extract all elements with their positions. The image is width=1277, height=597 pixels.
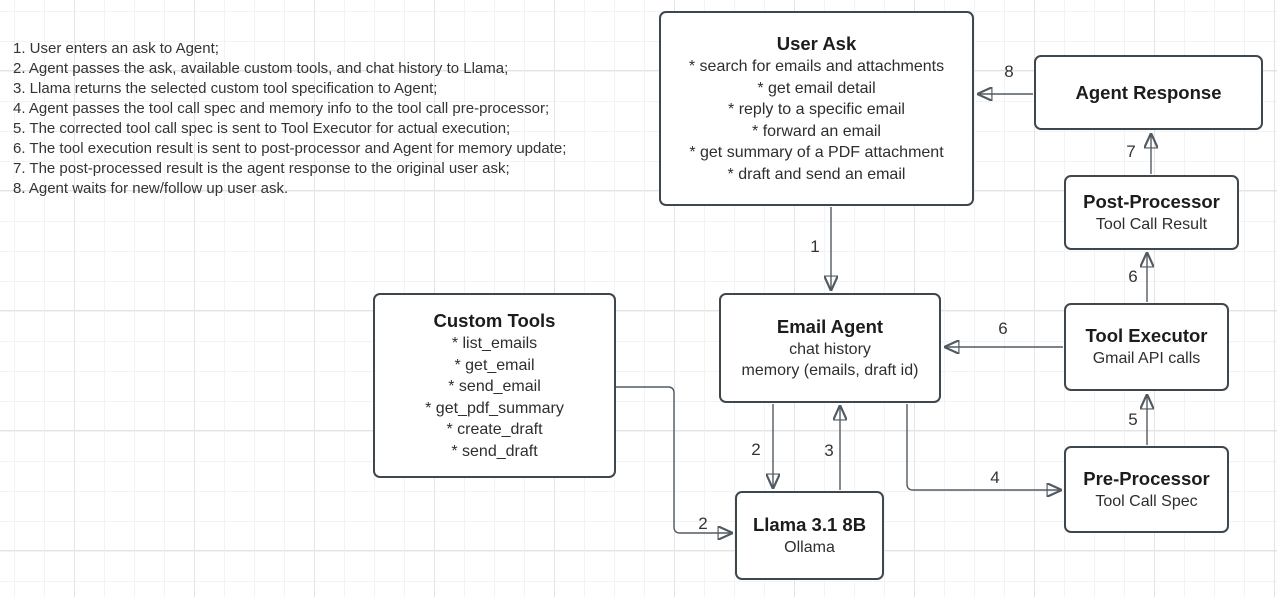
node-user-ask[interactable]	[659, 11, 974, 206]
user-ask-item: * get summary of a PDF attachment	[689, 144, 944, 161]
custom-tool-item: * send_draft	[451, 442, 538, 460]
step-line-4: 4. Agent passes the tool call spec and memory info to the tool call pre-processor;	[13, 100, 550, 117]
node-agent-response[interactable]	[1034, 55, 1263, 130]
node-title: Custom Tools	[433, 310, 556, 331]
node-title: Pre-Processor	[1083, 467, 1210, 489]
step-line-5: 5. The corrected tool call spec is sent to Tool Executor for actual execution;	[13, 120, 511, 137]
edge-label-step3: 3	[824, 441, 834, 460]
step-line-2: 2. Agent passes the ask, available custom tools, and chat history to Llama;	[13, 60, 509, 77]
user-ask-item: * reply to a specific email	[728, 101, 905, 118]
user-ask-item: * draft and send an email	[727, 165, 906, 183]
edge-label-step2-tools: 2	[698, 514, 708, 533]
step-line-8: 8. Agent waits for new/follow up user ask.	[13, 180, 289, 197]
edge-label-step4: 4	[990, 468, 1000, 487]
edge-label-step8: 8	[1004, 62, 1014, 81]
edge-label-step2-agent: 2	[751, 440, 761, 459]
node-subtitle: Ollama	[784, 538, 835, 556]
step-line-7: 7. The post-processed result is the agent response to the original user ask;	[13, 160, 510, 177]
node-subtitle: Tool Call Result	[1095, 215, 1208, 233]
custom-tool-item: * send_email	[448, 378, 541, 395]
custom-tool-item: * create_draft	[446, 421, 543, 438]
node-custom-tools[interactable]	[373, 293, 616, 478]
node-title: User Ask	[776, 33, 857, 54]
node-title: Email Agent	[776, 315, 884, 337]
node-email-agent[interactable]	[719, 293, 941, 403]
edge-label-step6-agent: 6	[998, 319, 1008, 338]
edge-label-step5: 5	[1128, 410, 1138, 429]
node-subtitle: Tool Call Spec	[1095, 492, 1198, 510]
edge-step4-agent-to-preprocessor[interactable]	[907, 404, 1062, 490]
step-line-3: 3. Llama returns the selected custom tool specification to Agent;	[13, 80, 438, 97]
user-ask-item: * search for emails and attachments	[688, 58, 945, 75]
node-tool-executor[interactable]	[1064, 303, 1229, 391]
node-post-processor[interactable]	[1064, 175, 1239, 250]
node-subtitle: Gmail API calls	[1092, 350, 1201, 368]
edge-label-step7: 7	[1126, 142, 1136, 161]
node-title: Tool Executor	[1085, 325, 1208, 347]
step-line-1: 1. User enters an ask to Agent;	[13, 40, 219, 57]
user-ask-item: * forward an email	[752, 122, 881, 140]
node-title: Agent Response	[1075, 81, 1222, 103]
custom-tool-item: * get_pdf_summary	[425, 399, 564, 417]
email-agent-line: memory (emails, draft id)	[741, 362, 919, 379]
step-line-6: 6. The tool execution result is sent to post-processor and Agent for memory update;	[13, 140, 567, 157]
email-agent-line: chat history	[789, 340, 871, 358]
edge-label-step1: 1	[810, 237, 820, 256]
custom-tool-item: * get_email	[454, 356, 535, 374]
custom-tool-item: * list_emails	[451, 335, 538, 352]
node-pre-processor[interactable]	[1064, 446, 1229, 533]
edge-label-step6-post: 6	[1128, 267, 1138, 286]
user-ask-item: * get email detail	[757, 79, 876, 97]
node-title: Post-Processor	[1083, 190, 1220, 212]
node-title: Llama 3.1 8B	[752, 513, 867, 535]
edge-step2-tools-to-llama[interactable]	[616, 387, 733, 533]
node-llama[interactable]	[735, 491, 884, 580]
